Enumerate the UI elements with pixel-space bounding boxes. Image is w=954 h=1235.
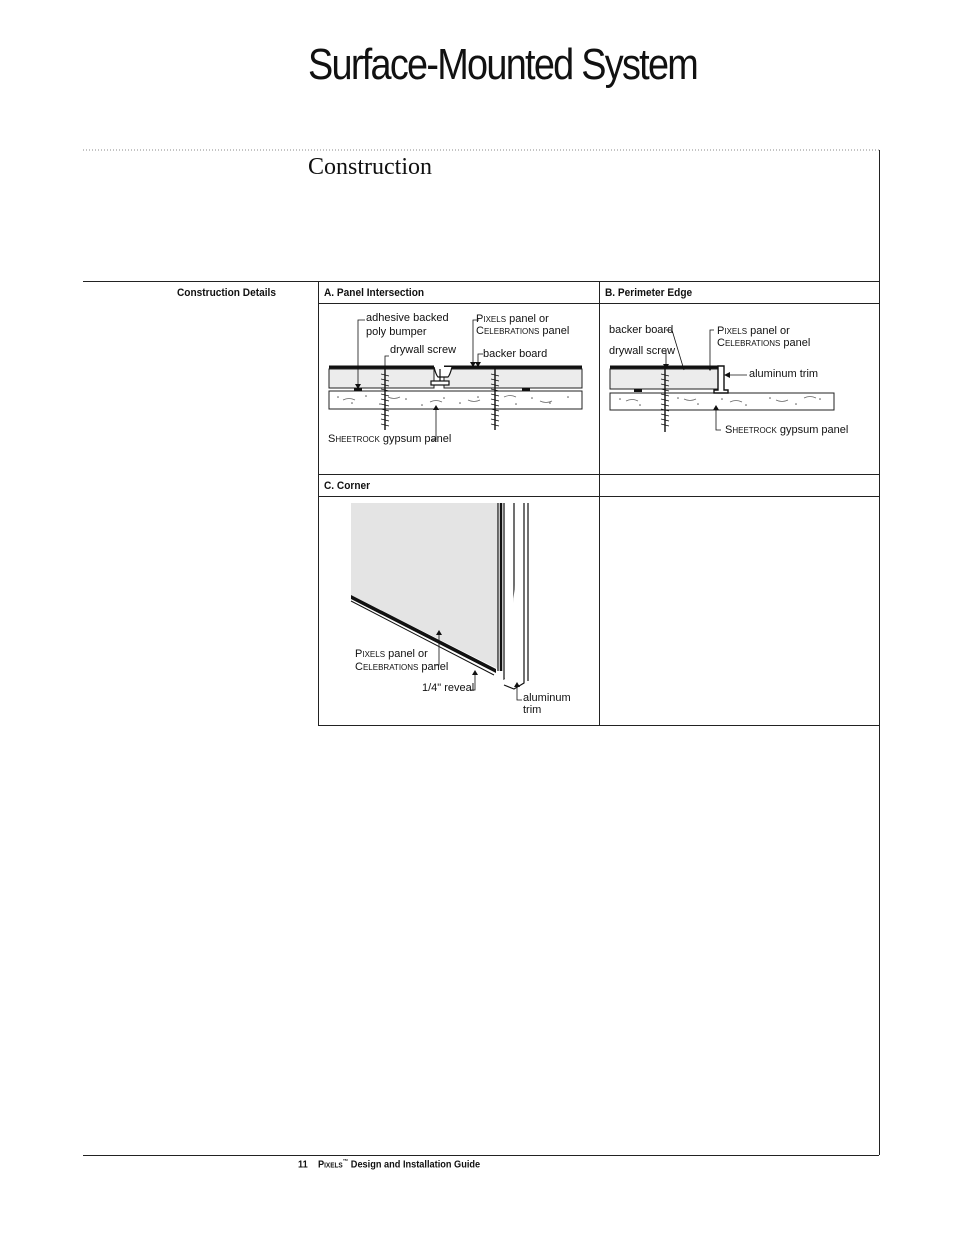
label-bumper-1: adhesive backed: [366, 312, 449, 324]
footer: 11 PIXELS™ Design and Installation Guide: [298, 1159, 481, 1171]
label-a-backer: backer board: [483, 348, 548, 360]
backer-board-left: [329, 369, 434, 388]
label-b-panel-1: PIXELS panel or: [717, 325, 790, 337]
label-c-reveal: 1/4" reveal: [422, 682, 475, 694]
page-title: Surface-Mounted System: [308, 40, 698, 89]
label-c-trim-1: aluminum: [523, 692, 571, 704]
label-b-trim: aluminum trim: [749, 368, 819, 380]
label-a-panel-1: PIXELS panel or: [476, 313, 549, 325]
label-c-panel-2: CELEBRATIONS panel: [355, 661, 449, 673]
panel-face: [351, 503, 498, 669]
label-c-trim-2: trim: [523, 704, 542, 716]
label-bumper-2: poly bumper: [366, 326, 427, 338]
gypsum-panel: [329, 391, 582, 409]
label-a-panel-2: CELEBRATIONS panel: [476, 325, 570, 337]
label-b-screw: drywall screw: [609, 345, 676, 357]
detail-b-title: B. Perimeter Edge: [605, 287, 693, 299]
aluminum-trim: [504, 503, 528, 689]
label-b-gypsum: SHEETROCK gypsum panel: [725, 424, 849, 436]
label-c-panel-1: PIXELS panel or: [355, 648, 428, 660]
label-b-backer: backer board: [609, 324, 674, 336]
label-a-screw: drywall screw: [390, 344, 457, 356]
detail-c-title: C. Corner: [324, 480, 371, 492]
construction-details-heading: Construction Details: [177, 287, 276, 299]
gypsum-panel: [610, 393, 834, 410]
backer-board: [610, 369, 722, 389]
detail-a-title: A. Panel Intersection: [324, 287, 425, 299]
label-a-gypsum: SHEETROCK gypsum panel: [328, 433, 452, 445]
section-title: Construction: [308, 154, 432, 180]
page-number: 11: [298, 1159, 308, 1171]
backer-board-right: [444, 369, 582, 388]
label-b-panel-2: CELEBRATIONS panel: [717, 337, 811, 349]
